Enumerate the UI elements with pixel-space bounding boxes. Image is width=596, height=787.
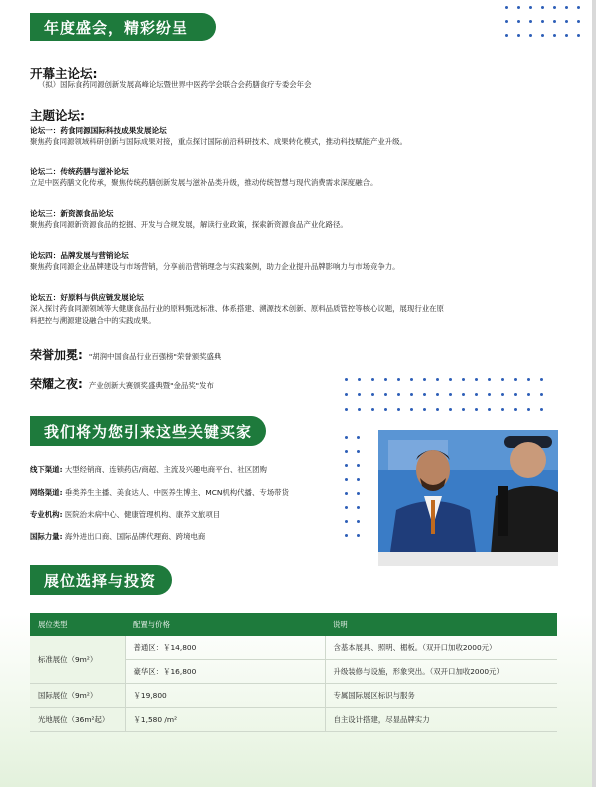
decor-dot <box>449 393 452 396</box>
forum-5-desc-line2: 料把控与溯源建设融合中的实践成果。 <box>30 316 156 325</box>
decor-dot <box>345 378 348 381</box>
decor-dot <box>358 393 361 396</box>
decor-dot <box>514 408 517 411</box>
header-config-price: 配置与价格 <box>125 613 325 636</box>
channel-offline <box>30 464 267 475</box>
cell-note: 专属国际展区标识与服务 <box>325 684 557 708</box>
decor-dot <box>357 478 360 481</box>
cell-price: 普通区：￥14,800 <box>125 636 325 660</box>
section-title-booth-investment: 展位选择与投资 <box>30 565 172 595</box>
decor-dot <box>462 393 465 396</box>
decor-dot <box>475 393 478 396</box>
decor-dot <box>357 464 360 467</box>
decor-dot <box>345 450 348 453</box>
channel-offline-text: 大型经销商、连锁药店/商超、主流及兴趣电商平台、社区团购 <box>64 465 267 474</box>
decor-dot <box>501 408 504 411</box>
glory-night-row <box>30 375 214 392</box>
table-row <box>30 708 557 732</box>
channel-institutions-label: 专业机构: <box>30 510 63 519</box>
decor-dot <box>357 436 360 439</box>
decor-dot <box>358 408 361 411</box>
decor-dot <box>488 378 491 381</box>
channel-international-label: 国际力量: <box>30 532 63 541</box>
decor-dot <box>357 520 360 523</box>
glory-text: 产业创新大赛颁奖盛典暨"金品奖"发布 <box>88 381 214 390</box>
page-edge <box>592 0 596 787</box>
decor-dot <box>397 393 400 396</box>
decor-dot <box>358 378 361 381</box>
decor-dot <box>423 393 426 396</box>
decor-dot <box>357 506 360 509</box>
forum-1-desc: 聚焦药食同源领域科研创新与国际成果对接，重点探讨国际前沿科研技术、成果转化模式，推动科技赋能产业升级。 <box>30 137 407 146</box>
decor-dot <box>475 378 478 381</box>
decor-dot <box>514 378 517 381</box>
decor-dot <box>423 378 426 381</box>
forum-3-title: 论坛三：新资源食品论坛 <box>30 209 114 218</box>
section-title-key-buyers: 我们将为您引来这些关键买家 <box>30 416 266 446</box>
decor-dot <box>357 534 360 537</box>
decor-dot <box>529 6 532 9</box>
channel-online-text: 垂类养生主播、美食达人、中医养生博主、MCN机构代播、专场带货 <box>64 488 289 497</box>
decor-dot <box>384 378 387 381</box>
business-meeting-photo <box>378 430 558 566</box>
decor-dot <box>462 378 465 381</box>
dot-pattern-left <box>345 436 369 556</box>
decor-dot <box>449 408 452 411</box>
decor-dot <box>514 393 517 396</box>
decor-dot <box>527 378 530 381</box>
meeting-illustration <box>378 430 558 566</box>
forum-5-title: 论坛五：好原料与供应链发展论坛 <box>30 293 144 302</box>
header-booth-type: 展位类型 <box>30 613 125 636</box>
decor-dot <box>357 492 360 495</box>
forum-2-desc: 立足中医药膳文化传承，聚焦传统药膳创新发展与滋补品类升级，推动传统智慧与现代消费需求深度融合。 <box>30 178 378 187</box>
decor-dot <box>345 506 348 509</box>
decor-dot <box>345 393 348 396</box>
decor-dot <box>577 6 580 9</box>
booth-price-table <box>30 613 557 732</box>
header-description: 说明 <box>325 613 557 636</box>
cell-price: 豪华区：￥16,800 <box>125 660 325 684</box>
dot-pattern-top <box>505 6 585 46</box>
cell-price: ￥1,580 /m² <box>125 708 325 732</box>
decor-dot <box>357 450 360 453</box>
decor-dot <box>345 436 348 439</box>
honor-heading: 荣誉加冕: <box>30 348 83 362</box>
decor-dot <box>529 34 532 37</box>
decor-dot <box>577 34 580 37</box>
glory-heading: 荣耀之夜: <box>30 377 83 391</box>
decor-dot <box>501 393 504 396</box>
channel-offline-label: 线下渠道: <box>30 465 63 474</box>
decor-dot <box>540 378 543 381</box>
decor-dot <box>540 393 543 396</box>
decor-dot <box>449 378 452 381</box>
decor-dot <box>529 20 532 23</box>
cell-note: 含基本展具、照明、楣板。（双开口加收2000元） <box>325 636 557 660</box>
theme-forum-heading: 主题论坛: <box>30 108 85 123</box>
decor-dot <box>384 408 387 411</box>
decor-dot <box>553 20 556 23</box>
forum-5-desc-line1: 深入探讨药食同源领域等大健康食品行业的原料甄选标准、体系搭建、溯源技术创新、原料品质管控等核心议题，展现行业在原 <box>30 304 444 313</box>
opening-forum-text: （拟）国际食药同源创新发展高峰论坛暨世界中医药学会联合会药膳食疗专委会年会 <box>38 80 312 89</box>
decor-dot <box>565 6 568 9</box>
decor-dot <box>475 408 478 411</box>
decor-dot <box>345 492 348 495</box>
decor-dot <box>540 408 543 411</box>
decor-dot <box>345 520 348 523</box>
channel-online <box>30 487 289 498</box>
section-title-annual-event: 年度盛会，精彩纷呈 <box>30 13 216 41</box>
table-row <box>30 636 557 660</box>
channel-international-text: 海外进出口商、国际品牌代理商、跨境电商 <box>64 532 206 541</box>
decor-dot <box>436 408 439 411</box>
decor-dot <box>541 34 544 37</box>
forum-4-desc: 聚焦药食同源企业品牌建设与市场营销，分享前沿营销理念与实践案例，助力企业提升品牌影响力与市场竞争力。 <box>30 262 400 271</box>
decor-dot <box>410 393 413 396</box>
decor-dot <box>577 20 580 23</box>
table-header-row <box>30 613 557 636</box>
decor-dot <box>345 464 348 467</box>
decor-dot <box>541 20 544 23</box>
honor-text: "胡润中国食品行业百强榜"荣誉颁奖盛典 <box>88 352 222 361</box>
decor-dot <box>505 6 508 9</box>
decor-dot <box>488 393 491 396</box>
decor-dot <box>410 378 413 381</box>
decor-dot <box>371 393 374 396</box>
dot-pattern-middle <box>345 378 555 434</box>
channel-international <box>30 531 205 542</box>
decor-dot <box>541 6 544 9</box>
decor-dot <box>397 378 400 381</box>
decor-dot <box>517 6 520 9</box>
decor-dot <box>517 34 520 37</box>
cell-price: ￥19,800 <box>125 684 325 708</box>
decor-dot <box>371 408 374 411</box>
decor-dot <box>565 20 568 23</box>
decor-dot <box>462 408 465 411</box>
decor-dot <box>565 34 568 37</box>
forum-1-title: 论坛一：药食同源国际科技成果发展论坛 <box>30 126 167 135</box>
decor-dot <box>527 393 530 396</box>
channel-online-label: 网络渠道: <box>30 488 63 497</box>
decor-dot <box>505 34 508 37</box>
cell-note: 自主设计搭建，尽显品牌实力 <box>325 708 557 732</box>
decor-dot <box>423 408 426 411</box>
decor-dot <box>553 6 556 9</box>
decor-dot <box>397 408 400 411</box>
opening-forum-heading: 开幕主论坛: <box>30 66 98 81</box>
table-row <box>30 684 557 708</box>
decor-dot <box>501 378 504 381</box>
forum-3-desc: 聚焦药食同源新资源食品的挖掘、开发与合规发展，解读行业政策，探索新资源食品产业化路径。 <box>30 220 348 229</box>
honor-ceremony-row <box>30 346 221 363</box>
decor-dot <box>384 393 387 396</box>
decor-dot <box>505 20 508 23</box>
decor-dot <box>553 34 556 37</box>
decor-dot <box>345 478 348 481</box>
forum-4-title: 论坛四：品牌发展与营销论坛 <box>30 251 129 260</box>
decor-dot <box>517 20 520 23</box>
cell-booth-type: 光地展位（36m²起） <box>30 708 125 732</box>
decor-dot <box>436 393 439 396</box>
cell-note: 升级装修与设施，形象突出。（双开口加收2000元） <box>325 660 557 684</box>
decor-dot <box>527 408 530 411</box>
channel-institutions-text: 医院治未病中心、健康管理机构、康养文旅项目 <box>64 510 221 519</box>
decor-dot <box>345 408 348 411</box>
forum-2-title: 论坛二：传统药膳与滋补论坛 <box>30 167 129 176</box>
decor-dot <box>436 378 439 381</box>
cell-booth-type: 国际展位（9m²） <box>30 684 125 708</box>
channel-institutions <box>30 509 220 520</box>
decor-dot <box>345 534 348 537</box>
decor-dot <box>488 408 491 411</box>
decor-dot <box>371 378 374 381</box>
decor-dot <box>410 408 413 411</box>
cell-booth-type: 标准展位（9m²） <box>30 636 125 684</box>
